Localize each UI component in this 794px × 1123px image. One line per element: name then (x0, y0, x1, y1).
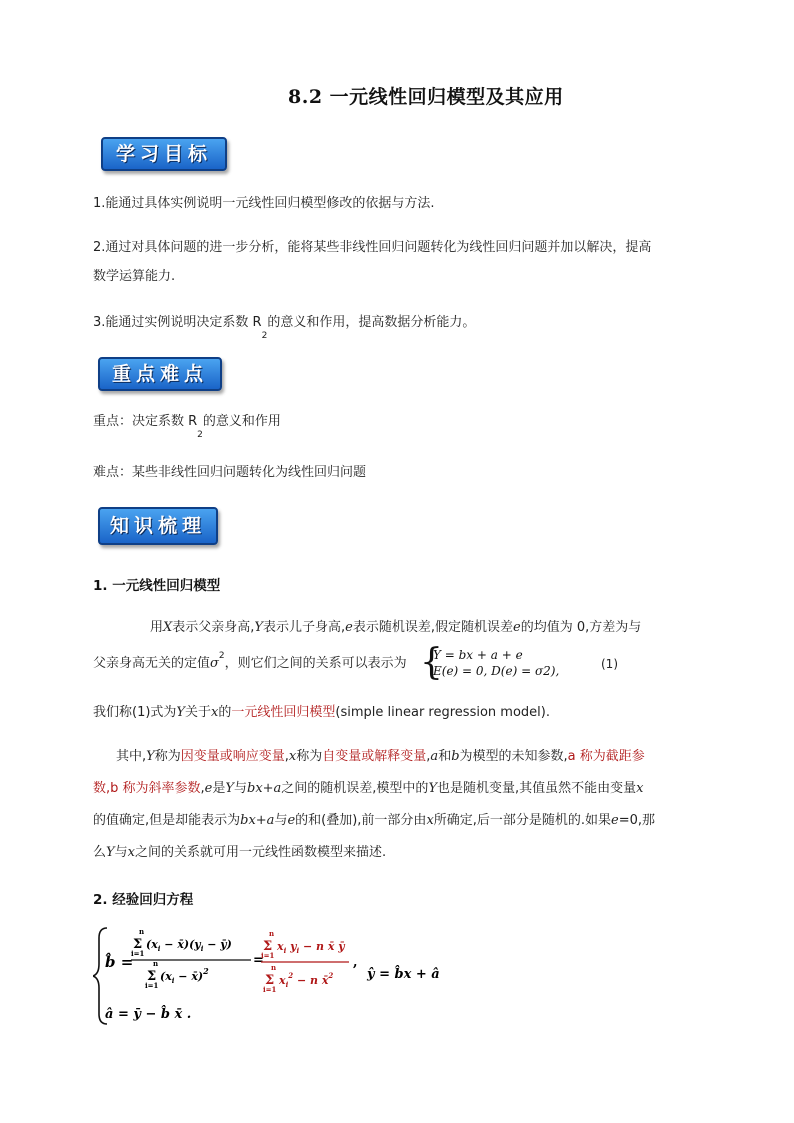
system-eq-2: E(e) = 0, D(e) = σ2), (433, 664, 560, 678)
text: 表示随机误差,假定随机误差 (352, 620, 513, 635)
var-Y: Y (428, 781, 438, 796)
text: 也是随机变量,其值虽然不能由变量 (437, 781, 637, 796)
term-highlight: 因变量或响应变量 (180, 749, 285, 764)
goal-item-3-text-b: 的意义和作用，提高数据分析能力。 (267, 315, 476, 330)
sigma-symbol: Σ (265, 973, 275, 988)
focus-line (93, 412, 281, 440)
var-X: X (163, 620, 173, 635)
banner-knowledge-review: 知识梳理 (98, 507, 218, 545)
frac1-den-sub: i (171, 976, 175, 985)
comma: , (353, 955, 358, 970)
difficulty-line: 难点：某些非线性回归问题转化为线性回归问题 (93, 465, 367, 480)
text: 表示儿子身高, (263, 620, 346, 635)
goal-item-3 (93, 313, 476, 341)
frac1-den-sq: 2 (203, 966, 209, 976)
var-Y: Y (146, 749, 155, 764)
frac2-num-end: − n x̄ ȳ (299, 940, 345, 953)
y-hat-equation: ŷ = b̂x + â (367, 967, 440, 982)
goal-item-2-line-1: 2.通过对具体问题的进一步分析，能将某些非线性回归问题转化为线性回归问题并加以解决，提高 (93, 240, 652, 255)
text: 和 (438, 749, 452, 764)
section-1-para-2 (93, 703, 550, 723)
expr-bx-plus-a: bx+a (247, 781, 282, 796)
text: 称为 (154, 749, 181, 764)
expr-bx-plus-a: bx+a (240, 813, 275, 828)
b-hat-label: b̂ = (105, 953, 134, 971)
text: 我们称(1)式为 (93, 705, 177, 720)
section-1-para-3-line-1 (116, 747, 645, 767)
sigma-symbol: Σ (147, 969, 157, 984)
var-a: a (430, 749, 439, 764)
text: 称为 (296, 749, 323, 764)
text: , (426, 749, 431, 764)
frac2-num-sub: i (283, 946, 287, 955)
sum-top: n (153, 959, 159, 968)
svg-text:(xi − x̄)(yi − ȳ) (146, 938, 232, 953)
term-highlight: a 称为截距参 (567, 749, 645, 764)
frac2-den-end: − n x̄ (293, 974, 329, 987)
var-x: x (211, 705, 219, 720)
equation-number: (1) (601, 657, 618, 671)
text: 之间的随机误差,模型中的 (281, 781, 429, 796)
text: 父亲身高无关的定值 (93, 656, 211, 671)
goal-item-3-text-a: 3.能通过实例说明决定系数 R (93, 315, 262, 330)
section-1-para-3-line-2 (93, 779, 644, 799)
var-b: b (451, 749, 460, 764)
frac1-num-sub: i (157, 944, 161, 953)
text: 为模型的未知参数, (459, 749, 568, 764)
text: =0,那 (618, 813, 656, 828)
var-e: e (345, 620, 353, 635)
goal-item-1: 1.能通过具体实例说明一元线性回归模型修改的依据与方法. (93, 196, 435, 211)
frac2-den-sq: 2 (288, 971, 294, 980)
a-hat-equation: â = ȳ − b̂ x̄ . (105, 1007, 192, 1022)
section-1-para-3-line-4 (93, 843, 386, 863)
text: 的和(叠加),前一部分由 (295, 813, 427, 828)
focus-text-b: 的意义和作用 (202, 414, 281, 429)
text: 之间的关系就可用一元线性函数模型来描述. (134, 845, 387, 860)
var-Y: Y (106, 845, 115, 860)
brace-icon: { (420, 642, 443, 683)
var-sigma: σ (210, 656, 219, 671)
text: ，则它们之间的关系可以表示为 (224, 656, 407, 671)
frac2-num-sub2: i (296, 946, 300, 955)
text: , (200, 781, 205, 796)
sum-top: n (271, 963, 277, 972)
text: 么 (93, 845, 107, 860)
focus-text-a: 重点：决定系数 R (93, 414, 198, 429)
sum-top: n (269, 929, 275, 938)
frac1-den-a: (x (160, 970, 172, 983)
text: 的均值为 0,方差为与 (520, 620, 642, 635)
frac1-num-mid: − x̄)(y (160, 938, 201, 951)
var-e: e (204, 781, 213, 796)
term-highlight: 自变量或解释变量 (322, 749, 427, 764)
text: 其中, (116, 749, 147, 764)
text: 关于 (185, 705, 212, 720)
text: 是 (212, 781, 226, 796)
svg-text:xi yi − n x̄ ȳ (276, 940, 346, 955)
sigma-symbol: Σ (133, 937, 143, 952)
frac2-num-y: y (286, 940, 297, 953)
goal-item-2-line-2: 数学运算能力. (93, 269, 176, 284)
var-Y: Y (254, 620, 264, 635)
section-1-para-1-line-1 (150, 618, 641, 638)
frac1-num-a: (x (146, 938, 158, 951)
frac2-den-sub: i (285, 980, 289, 989)
text: 的值确定,但是却能表示为 (93, 813, 241, 828)
text: 与 (114, 845, 128, 860)
section-1-heading: 1. 一元线性回归模型 (93, 578, 221, 594)
var-x: x (426, 813, 434, 828)
equals-sign: = (253, 953, 264, 968)
text: (simple linear regression model). (335, 705, 550, 720)
term-highlight: 数, (93, 781, 111, 796)
svg-text:xi2 − n x̄2 (278, 971, 333, 989)
frac2-den-x: x (279, 974, 286, 987)
sigma-symbol: Σ (263, 939, 273, 954)
frac2-num-x: x (277, 940, 284, 953)
var-e: e (611, 813, 619, 828)
term-highlight: 一元线性回归模型 (231, 705, 336, 720)
page-title: 8.2 一元线性回归模型及其应用 (288, 86, 564, 108)
text: 的 (218, 705, 232, 720)
text: 与 (274, 813, 288, 828)
frac1-den-end: − x̄) (174, 970, 204, 983)
text: 表示父亲身高, (172, 620, 255, 635)
goal-item-3-subscript: 2 (261, 331, 268, 341)
var-x: x (288, 749, 297, 764)
text: , (284, 749, 289, 764)
frac2-den-sq2: 2 (328, 971, 334, 980)
var-Y: Y (176, 705, 186, 720)
term-highlight: b 称为斜率参数 (110, 781, 201, 796)
system-eq-1: Y = bx + a + e (433, 648, 523, 662)
regression-formula (93, 924, 453, 1028)
svg-text:(xi − x̄)2 (160, 966, 209, 985)
var-e: e (513, 620, 521, 635)
banner-key-points: 重点难点 (98, 357, 222, 391)
var-e: e (287, 813, 296, 828)
text: 与 (233, 781, 247, 796)
sum-bottom: i=1 (263, 985, 277, 994)
var-Y: Y (225, 781, 234, 796)
section-1-para-1-line-2 (93, 651, 407, 675)
var-x: x (127, 845, 135, 860)
var-x: x (636, 781, 644, 796)
superscript: 2 (218, 651, 225, 661)
text: 用 (150, 620, 164, 635)
focus-subscript: 2 (197, 430, 203, 440)
text: 所确定,后一部分是随机的.如果 (433, 813, 612, 828)
section-1-para-3-line-3 (93, 811, 655, 831)
sum-top: n (139, 927, 145, 936)
sum-bottom: i=1 (145, 981, 159, 990)
section-2-heading: 2. 经验回归方程 (93, 892, 194, 908)
frac1-num-end: − ȳ) (203, 938, 232, 951)
banner-learning-goals: 学习目标 (101, 137, 227, 171)
sum-bottom: i=1 (261, 951, 275, 960)
sum-bottom: i=1 (131, 949, 145, 958)
frac1-num-sub2: i (200, 944, 204, 953)
